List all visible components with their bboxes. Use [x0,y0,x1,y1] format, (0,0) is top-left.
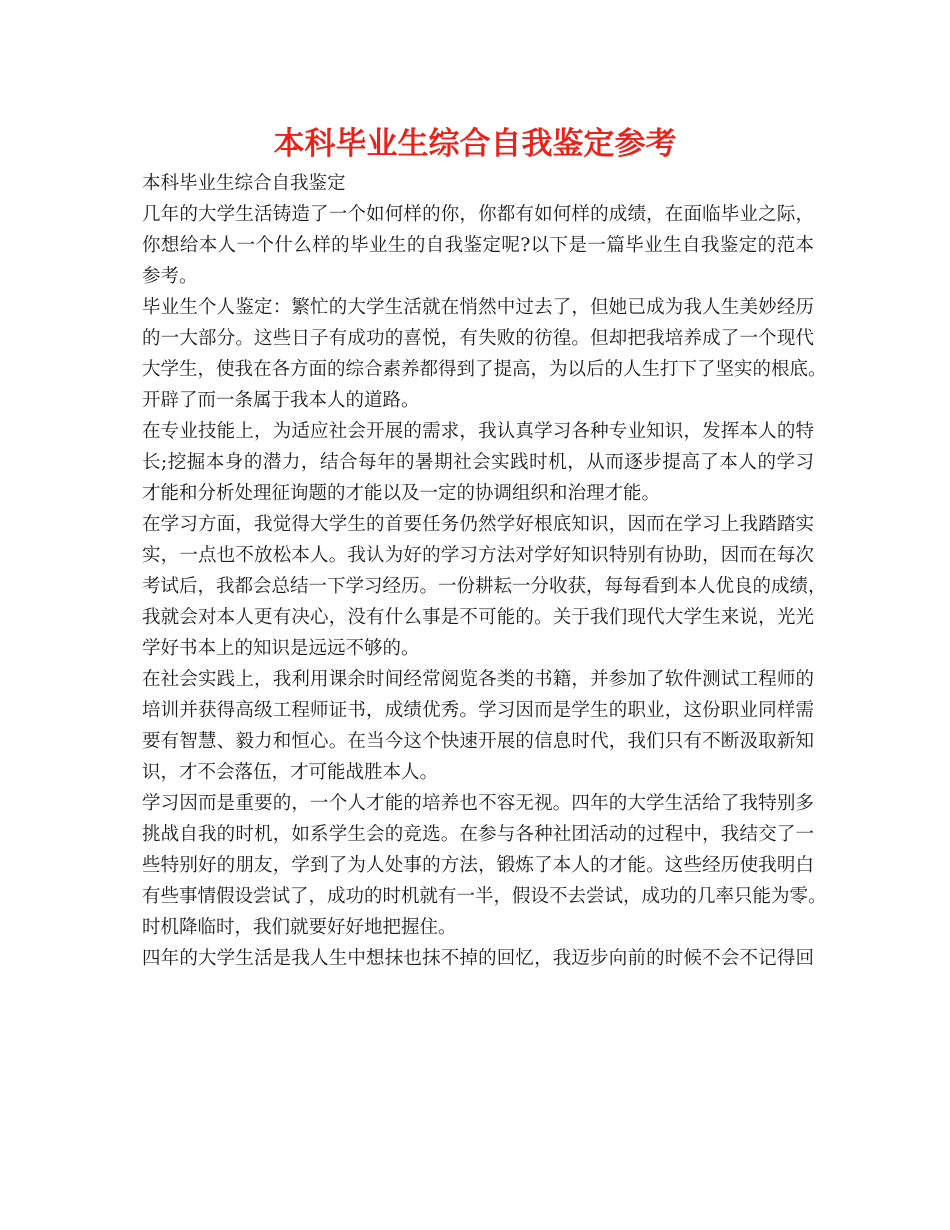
text-line: 些特别好的朋友，学到了为人处事的方法，锻炼了本人的才能。这些经历使我明白 [142,855,814,876]
text-line: 时机降临时，我们就要好好地把握住。 [142,917,457,938]
text-line: 要有智慧、毅力和恒心。在当今这个快速开展的信息时代，我们只有不断汲取新知 [142,731,814,752]
text-line: 学好书本上的知识是远远不够的。 [142,638,420,659]
document-title: 本科毕业生综合自我鉴定参考 [273,126,677,162]
text-line: 学习因而是重要的，一个人才能的培养也不容无视。四年的大学生活给了我特别多 [142,793,814,814]
text-line: 才能和分析处理征询题的才能以及一定的协调组织和治理才能。 [142,483,661,504]
text-line: 识，才不会落伍，才可能战胜本人。 [142,762,439,783]
text-line: 我就会对本人更有决心，没有什么事是不可能的。关于我们现代大学生来说，光光 [142,607,814,628]
text-line: 毕业生个人鉴定：繁忙的大学生活就在悄然中过去了，但她已成为我人生美妙经历 [142,297,814,318]
text-line: 长;挖掘本身的潜力，结合每年的暑期社会实践时机，从而逐步提高了本人的学习 [142,452,814,473]
text-line: 在学习方面，我觉得大学生的首要任务仍然学好根底知识，因而在学习上我踏踏实 [142,514,814,535]
text-line: 有些事情假设尝试了，成功的时机就有一半，假设不去尝试，成功的几率只能为零。 [142,886,827,907]
text-line: 几年的大学生活铸造了一个如何样的你，你都有如何样的成绩，在面临毕业之际， [142,204,814,225]
text-line: 的一大部分。这些日子有成功的喜悦，有失败的彷徨。但却把我培养成了一个现代 [142,328,814,349]
text-line: 挑战自我的时机，如系学生会的竞选。在参与各种社团活动的过程中，我结交了一 [142,824,814,845]
text-line: 参考。 [142,266,198,287]
text-line: 四年的大学生活是我人生中想抹也抹不掉的回忆，我迈步向前的时候不会不记得回 [142,948,814,969]
document-body [142,168,827,974]
text-line: 本科毕业生综合自我鉴定 [142,173,346,194]
text-line: 开辟了而一条属于我本人的道路。 [142,390,420,411]
text-line: 在社会实践上，我利用课余时间经常阅览各类的书籍，并参加了软件测试工程师的 [142,669,814,690]
text-line: 考试后，我都会总结一下学习经历。一份耕耘一分收获，每每看到本人优良的成绩， [142,576,827,597]
text-line: 大学生，使我在各方面的综合素养都得到了提高，为以后的人生打下了坚实的根底。 [142,359,827,380]
text-line: 在专业技能上，为适应社会开展的需求，我认真学习各种专业知识，发挥本人的特 [142,421,814,442]
text-line: 实，一点也不放松本人。我认为好的学习方法对学好知识特别有协助，因而在每次 [142,545,814,566]
text-line: 你想给本人一个什么样的毕业生的自我鉴定呢?以下是一篇毕业生自我鉴定的范本 [142,235,814,256]
text-line: 培训并获得高级工程师证书，成绩优秀。学习因而是学生的职业，这份职业同样需 [142,700,814,721]
